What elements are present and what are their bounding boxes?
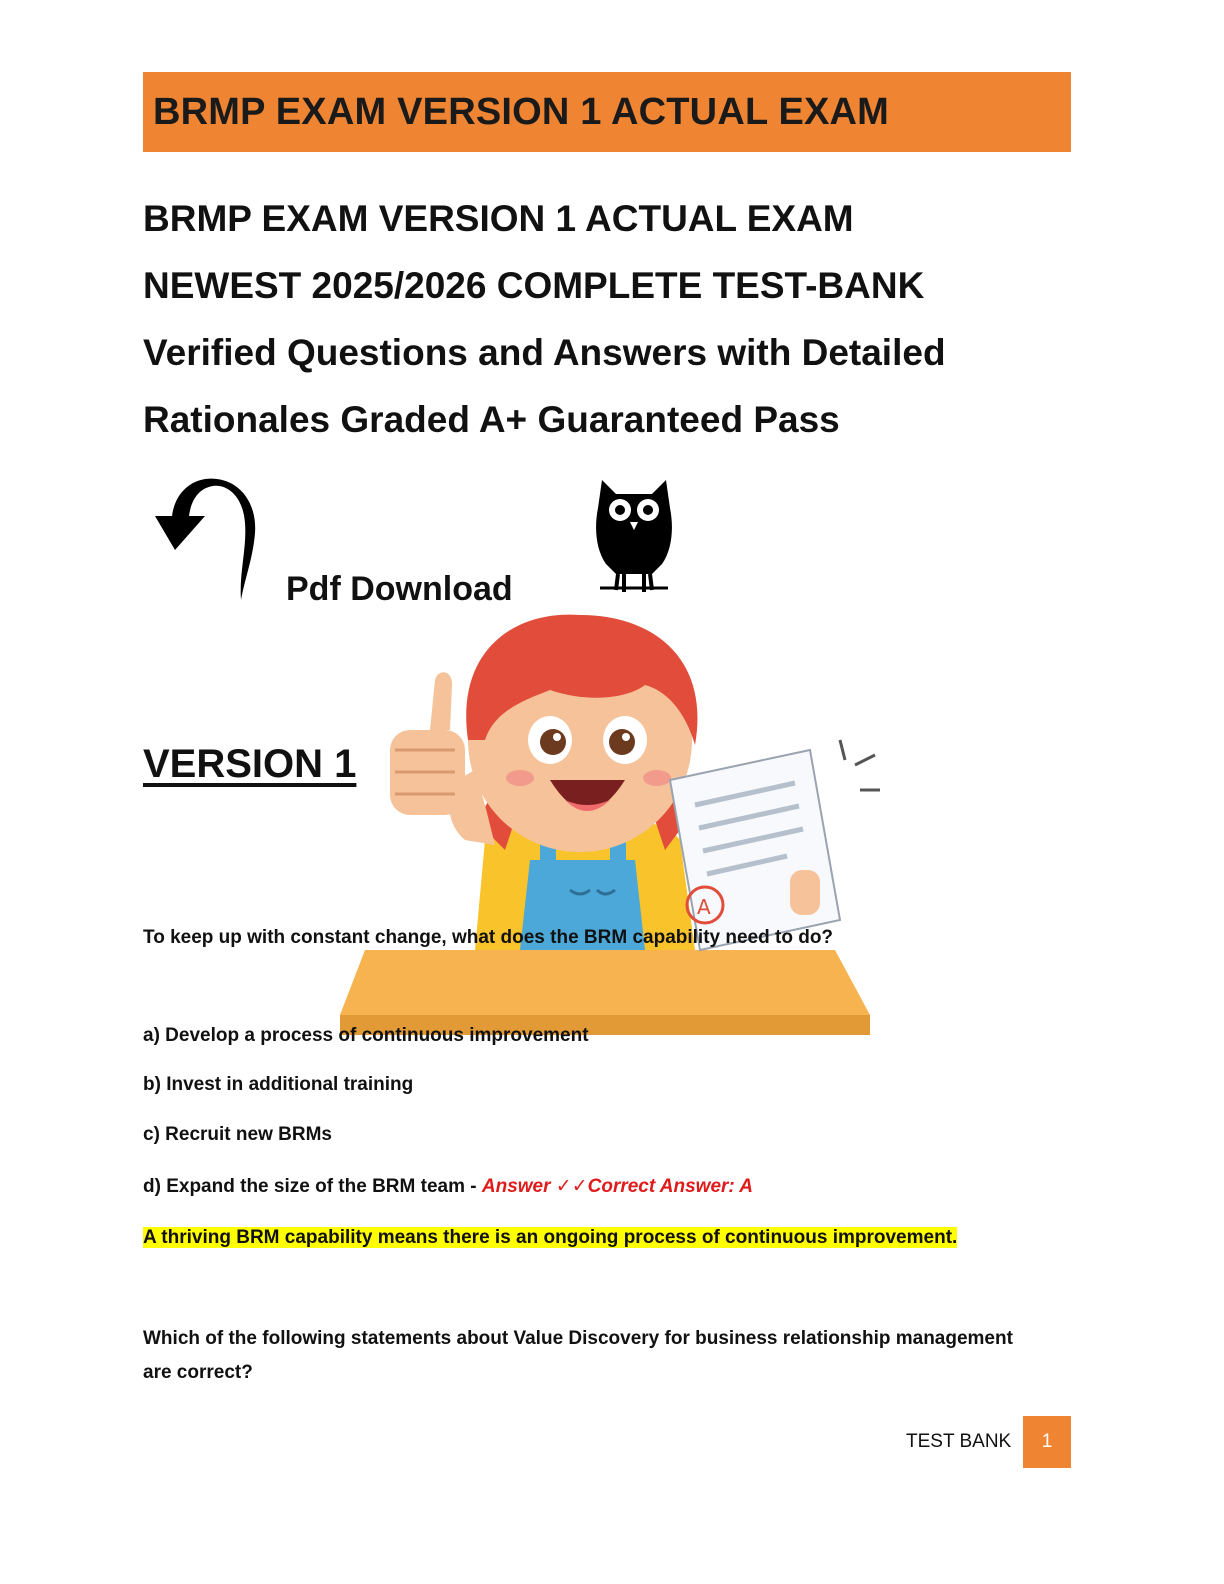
title-line: Verified Questions and Answers with Detailed (143, 332, 946, 373)
version-heading: VERSION 1 (143, 742, 357, 786)
svg-text:A: A (697, 895, 711, 919)
option-a: a) Develop a process of continuous improvement (143, 1025, 589, 1046)
title-line: BRMP EXAM VERSION 1 ACTUAL EXAM (143, 198, 854, 239)
page-number: 1 (1023, 1416, 1071, 1468)
owl-icon (594, 478, 674, 596)
question-text: To keep up with constant change, what does the BRM capability need to do? (143, 927, 834, 948)
question-2-text: Which of the following statements about Value Discovery for business relationship management are correct? (143, 1328, 1013, 1383)
option-d-text: d) Expand the size of the BRM team - (143, 1176, 482, 1197)
rationale (143, 1224, 957, 1252)
footer-label: TEST BANK (906, 1431, 1012, 1452)
back-arrow-icon (155, 478, 265, 600)
option-b: b) Invest in additional training (143, 1074, 414, 1095)
document-title (143, 185, 1073, 453)
title-line: NEWEST 2025/2026 COMPLETE TEST-BANK (143, 265, 925, 306)
option-d (143, 1173, 753, 1201)
pdf-download-label: Pdf Download (286, 570, 513, 608)
correct-answer: Answer ✓✓Correct Answer: A (481, 1176, 754, 1197)
header-banner (143, 72, 1071, 152)
kid-thumbs-up-illustration (335, 590, 880, 1035)
option-c: c) Recruit new BRMs (143, 1124, 332, 1145)
rationale-text: A thriving BRM capability means there is an ongoing process of continuous improvement. (143, 1227, 958, 1248)
banner-title: BRMP EXAM VERSION 1 ACTUAL EXAM (153, 91, 890, 133)
title-line: Rationales Graded A+ Guaranteed Pass (143, 399, 840, 440)
